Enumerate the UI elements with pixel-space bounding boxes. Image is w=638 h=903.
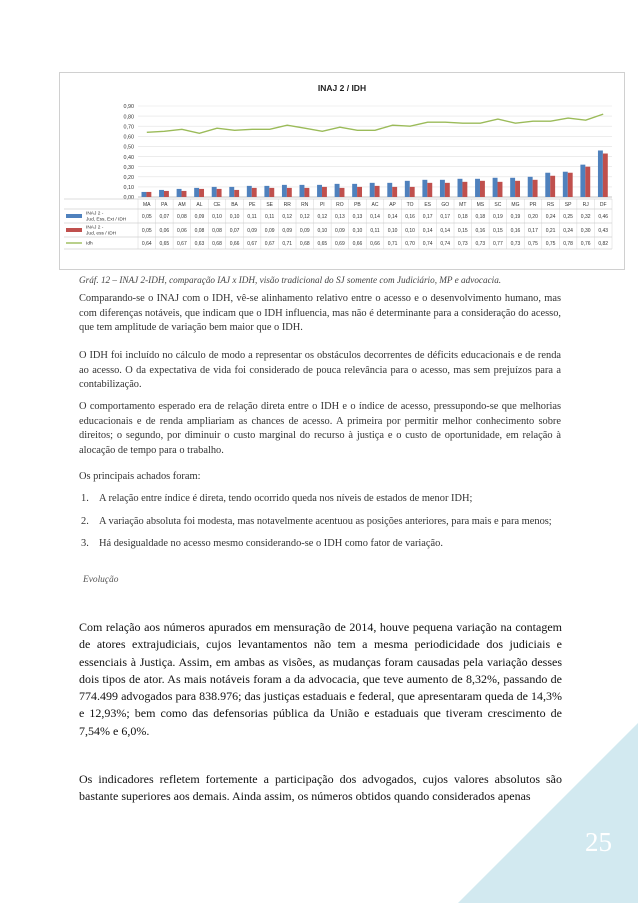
list-number: 3.: [81, 538, 89, 550]
data-label: 0,16: [510, 228, 521, 234]
data-label: 0,17: [440, 214, 451, 220]
category-label: AM: [178, 202, 186, 208]
list-text: A relação entre índice é direta, tendo ocorrido queda nos níveis de estados de menor IDH;: [99, 493, 473, 504]
data-label: 0,18: [475, 214, 486, 220]
bar: [475, 179, 480, 197]
category-label: MT: [459, 202, 467, 208]
category-label: PB: [354, 202, 361, 208]
bar: [287, 188, 292, 197]
data-label: 0,17: [528, 228, 538, 234]
data-label: 0,14: [387, 214, 398, 220]
category-label: MA: [143, 202, 151, 208]
y-tick-label: 0,50: [123, 144, 134, 151]
data-label: 0,09: [194, 214, 205, 220]
bar: [568, 173, 573, 197]
data-label: 0,73: [457, 241, 468, 247]
data-label: 0,24: [545, 214, 556, 220]
data-label: 0,13: [352, 214, 363, 220]
data-label: 0,11: [370, 228, 380, 234]
bar: [462, 182, 467, 197]
bar: [545, 173, 550, 197]
category-label: RR: [283, 202, 291, 208]
list-text: A variação absoluta foi modesta, mas notavelmente acentuou as posições anteriores, para mais e para menos;: [99, 515, 552, 527]
data-label: 0,06: [159, 228, 170, 234]
bar: [212, 187, 217, 197]
data-label: 0,74: [440, 241, 451, 247]
bar: [164, 191, 169, 197]
data-label: 0,73: [510, 241, 521, 247]
data-label: 0,10: [212, 214, 222, 220]
bar: [177, 189, 182, 197]
category-label: ES: [424, 202, 432, 208]
y-tick-label: 0,20: [123, 174, 134, 181]
data-label: 0,09: [264, 228, 275, 234]
data-label: 0,25: [563, 214, 573, 220]
category-label: CE: [213, 202, 221, 208]
bar: [352, 184, 357, 197]
bar: [304, 188, 309, 197]
data-label: 0,46: [598, 214, 609, 220]
legend-label: Jud, Ess, Ext / IDH: [86, 217, 127, 223]
category-label: GO: [441, 202, 450, 208]
data-label: 0,09: [247, 228, 257, 234]
bar: [282, 185, 287, 197]
data-label: 0,08: [177, 214, 187, 220]
bar: [142, 192, 147, 197]
bar: [445, 183, 450, 197]
bar: [317, 185, 322, 197]
category-label: TO: [406, 202, 414, 208]
data-label: 0,14: [422, 228, 433, 234]
data-label: 0,82: [598, 241, 609, 247]
data-label: 0,05: [141, 228, 152, 234]
data-label: 0,09: [299, 228, 310, 234]
data-label: 0,19: [493, 214, 503, 220]
bar: [146, 192, 151, 197]
category-label: RN: [301, 202, 309, 208]
data-label: 0,10: [317, 228, 328, 234]
data-label: 0,11: [264, 214, 275, 220]
bar: [182, 191, 187, 197]
bar: [598, 150, 603, 197]
data-label: 0,66: [229, 241, 240, 247]
findings-list: [79, 492, 561, 560]
paragraph-4: Os principais achados foram:: [79, 471, 201, 482]
data-label: 0,09: [335, 228, 345, 234]
data-label: 0,69: [335, 241, 345, 247]
data-label: 0,73: [475, 241, 486, 247]
bar: [405, 181, 410, 197]
bar: [422, 180, 427, 197]
bar: [410, 187, 415, 197]
legend-label: Jud, ess / IDH: [86, 231, 117, 237]
data-label: 0,09: [282, 228, 293, 234]
category-label: SE: [266, 202, 274, 208]
category-label: RJ: [582, 202, 589, 208]
data-label: 0,08: [194, 228, 205, 234]
bar: [440, 180, 445, 197]
data-label: 0,71: [387, 241, 398, 247]
category-label: MG: [511, 202, 520, 208]
data-label: 0,06: [177, 228, 187, 234]
bar: [585, 167, 590, 197]
bar: [533, 180, 538, 197]
bar: [528, 177, 533, 197]
y-tick-label: 0,00: [123, 195, 134, 202]
idh-line: [147, 114, 603, 133]
data-label: 0,75: [528, 241, 538, 247]
data-label: 0,32: [580, 214, 591, 220]
data-label: 0,68: [212, 241, 222, 247]
category-label: PA: [161, 202, 168, 208]
bar: [480, 181, 485, 197]
chart-svg: [60, 73, 624, 269]
data-label: 0,11: [247, 214, 257, 220]
bar: [603, 154, 608, 197]
bar: [387, 183, 392, 197]
list-text: Há desigualdade no acesso mesmo considerando-se o IDH como fator de variação.: [99, 538, 443, 550]
chart-title: INAJ 2 / IDH: [317, 83, 367, 93]
data-label: 0,20: [528, 214, 538, 220]
data-label: 0,70: [405, 241, 415, 247]
chart-panel: [59, 72, 625, 270]
bar: [229, 187, 234, 197]
bar: [217, 189, 222, 197]
y-tick-label: 0,40: [123, 154, 134, 161]
category-label: BA: [231, 202, 238, 208]
bar: [498, 182, 503, 197]
bar: [269, 188, 274, 197]
bar: [340, 188, 345, 197]
list-item: [79, 492, 561, 507]
data-label: 0,67: [264, 241, 275, 247]
data-label: 0,12: [317, 214, 328, 220]
list-number: 2.: [81, 515, 89, 527]
data-label: 0,24: [563, 228, 573, 234]
data-label: 0,10: [387, 228, 398, 234]
data-label: 0,14: [370, 214, 380, 220]
bar: [264, 186, 269, 197]
data-label: 0,77: [493, 241, 503, 247]
y-tick-label: 0,70: [123, 124, 134, 131]
paragraph-1: Comparando-se o INAJ com o IDH, vê-se alinhamento relativo entre o acesso e o desenvolvimento humano, mas com diferenças notáveis, que indicam que o IDH influencia, mas não é determinante para a consideração do acesso, que tem amplitude de variação bem maior que o IDH.: [79, 293, 561, 334]
data-label: 0,78: [563, 241, 573, 247]
data-label: 0,68: [299, 241, 310, 247]
category-label: PI: [319, 202, 325, 208]
data-label: 0,16: [405, 214, 415, 220]
bar: [458, 179, 463, 197]
data-label: 0,15: [457, 228, 468, 234]
data-label: 0,10: [229, 214, 240, 220]
list-item: [79, 537, 561, 552]
bar: [392, 187, 397, 197]
bar: [510, 178, 515, 197]
y-tick-label: 0,10: [123, 185, 134, 192]
category-label: SP: [564, 202, 572, 208]
page-number: 25: [585, 827, 612, 857]
data-label: 0,07: [229, 228, 240, 234]
bar: [300, 185, 305, 197]
category-label: AL: [196, 202, 203, 208]
bar: [159, 190, 164, 197]
data-label: 0,17: [422, 214, 433, 220]
category-label: AP: [389, 202, 396, 208]
data-label: 0,64: [141, 241, 152, 247]
data-label: 0,12: [282, 214, 293, 220]
section-subheading: Evolução: [83, 575, 119, 585]
legend-key: [66, 228, 82, 232]
data-label: 0,74: [422, 241, 433, 247]
data-label: 0,65: [159, 241, 170, 247]
data-label: 0,21: [545, 228, 556, 234]
data-label: 0,65: [317, 241, 328, 247]
corner-triangle: [458, 723, 638, 903]
data-label: 0,67: [247, 241, 257, 247]
paragraph-2: O IDH foi incluído no cálculo de modo a representar os obstáculos decorrentes de déficits educacionais e de renda ao acesso. O da expectativa de vida foi considerado de pouca relevância para o acesso, mas sem prejuízos para a contabilização.: [79, 350, 561, 391]
data-label: 0,07: [159, 214, 170, 220]
data-label: 0,14: [440, 228, 451, 234]
data-label: 0,13: [335, 214, 345, 220]
y-tick-label: 0,30: [123, 164, 134, 171]
y-tick-label: 0,80: [123, 114, 134, 121]
data-label: 0,12: [299, 214, 310, 220]
bar: [247, 186, 252, 197]
data-label: 0,05: [141, 214, 152, 220]
data-label: 0,75: [545, 241, 556, 247]
data-label: 0,63: [194, 241, 205, 247]
data-label: 0,43: [598, 228, 609, 234]
data-label: 0,18: [457, 214, 468, 220]
category-label: MS: [476, 202, 485, 208]
category-label: PE: [248, 202, 256, 208]
data-label: 0,30: [580, 228, 591, 234]
bar: [234, 190, 239, 197]
legend-key: [66, 214, 82, 218]
bar: [199, 189, 204, 197]
bar: [357, 187, 362, 197]
category-label: AC: [371, 202, 379, 208]
bar: [493, 178, 498, 197]
data-label: 0,76: [580, 241, 591, 247]
legend-label: INAJ 2 -: [86, 225, 104, 231]
data-label: 0,15: [493, 228, 503, 234]
bar: [322, 187, 327, 197]
body-paragraph-2: Os indicadores refletem fortemente a participação dos advogados, cujos valores absolutos são bastante superiores aos demais. Ainda assim, os números obtidos quando considerados apenas: [79, 772, 562, 804]
bar: [252, 188, 257, 197]
bar: [375, 186, 380, 197]
data-label: 0,66: [370, 241, 380, 247]
bar: [580, 165, 585, 197]
category-label: SC: [494, 202, 502, 208]
data-label: 0,08: [212, 228, 222, 234]
list-number: 1.: [81, 493, 89, 504]
category-label: PR: [529, 202, 537, 208]
bar: [335, 184, 340, 197]
list-item: [79, 515, 561, 530]
bar: [550, 176, 555, 197]
bar: [427, 183, 432, 197]
paragraph-3: O comportamento esperado era de relação direta entre o IDH e o índice de acesso, pressupondo-se que melhorias educacionais e de renda ampliariam as chances de acesso. A primeira por permitir melhor conhecimento sobre direitos; o segundo, por diminuir o custo marginal do recurso à justiça e o custo de oportunidade, em relação à alocação de tempo para o trabalho.: [79, 401, 561, 456]
data-label: 0,71: [282, 241, 293, 247]
bar: [194, 188, 199, 197]
data-label: 0,16: [475, 228, 486, 234]
body-paragraph-1: Com relação aos números apurados em mensuração de 2014, houve pequena variação na contagem de atores extrajudiciais, cujos levantamentos não tem a mesma periodicidade dos judiciais e essenciais à Justiça. Assim, em ambas as visões, as mudanças foram causadas pela variação desses dois tipos de ator. As mais notáveis foram a da advocacia, que teve aumento de 8,32%, passando de 774.499 advogados para 838.976; das justiças estaduais e federal, que apresentaram queda de 14,3% e 12,93%; bem como das defensorias pública da União e estaduais que tiveram crescimento de 7,54% e 6,0%.: [79, 620, 562, 738]
y-tick-label: 0,90: [123, 104, 134, 111]
data-label: 0,67: [177, 241, 187, 247]
bar: [563, 172, 568, 197]
data-label: 0,19: [510, 214, 521, 220]
legend-label: Idh: [86, 241, 93, 247]
category-label: DF: [599, 202, 607, 208]
legend-label: INAJ 2 -: [86, 211, 104, 217]
corner-decoration: [458, 723, 638, 903]
bar: [515, 181, 520, 197]
data-label: 0,10: [352, 228, 363, 234]
data-label: 0,10: [405, 228, 415, 234]
category-label: RS: [547, 202, 555, 208]
y-tick-label: 0,60: [123, 134, 134, 141]
data-label: 0,66: [352, 241, 363, 247]
bar: [370, 183, 375, 197]
figure-caption: Gráf. 12 – INAJ 2-IDH, comparação IAJ x IDH, visão tradicional do SJ somente com Judiciário, MP e advocacia.: [79, 275, 502, 285]
category-label: RO: [336, 202, 344, 208]
